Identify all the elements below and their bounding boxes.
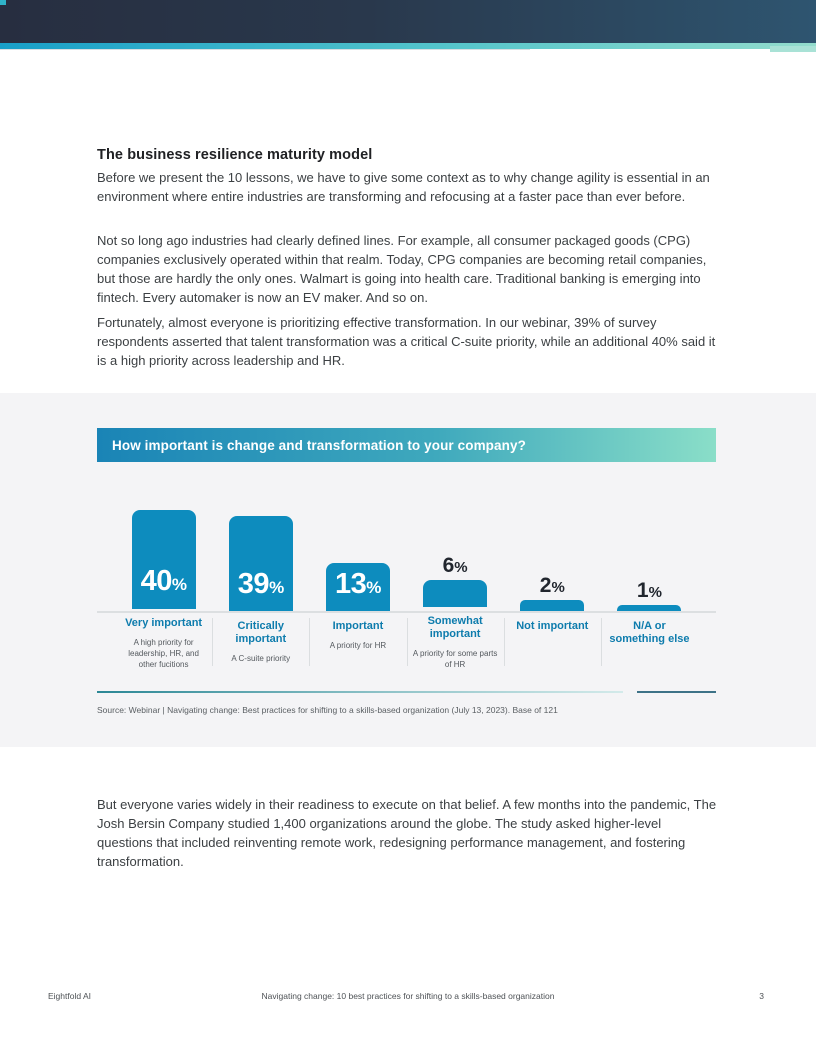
bar-column-na-something-else xyxy=(601,500,698,668)
category-title: Somewhat important xyxy=(427,615,483,641)
bar-zone xyxy=(504,500,601,612)
footer-brand: Eightfold AI xyxy=(48,991,92,1001)
header-underline xyxy=(0,49,530,50)
bar xyxy=(132,510,196,609)
header-corner-accent xyxy=(0,0,6,5)
bar-value-label: 39% xyxy=(237,568,284,600)
bar xyxy=(229,516,293,612)
bar-value-label: 6% xyxy=(442,554,468,578)
category-subtitle: A priority for HR xyxy=(329,641,387,650)
bar xyxy=(423,580,487,607)
category-labels xyxy=(407,607,504,668)
category-subtitle: A C-suite priority xyxy=(231,654,291,663)
bar-value-label: 13% xyxy=(334,568,381,600)
bar-zone xyxy=(309,500,406,612)
bar-column-not-important xyxy=(504,500,601,668)
bar-zone xyxy=(407,500,504,607)
bar-zone xyxy=(601,500,698,612)
category-title: Not important xyxy=(516,620,589,632)
category-title: Very important xyxy=(125,616,203,629)
bar-value-label: 1% xyxy=(636,579,662,602)
bar-column-very-important xyxy=(115,500,212,668)
chart-baseline xyxy=(97,611,716,613)
category-labels xyxy=(504,612,601,668)
category-labels xyxy=(309,612,406,668)
section-heading: The business resilience maturity model xyxy=(97,147,373,163)
bar-value-label: 2% xyxy=(539,574,565,597)
category-labels xyxy=(212,612,309,668)
bar-chart xyxy=(115,500,698,668)
bar-column-critically-important xyxy=(212,500,309,668)
category-subtitle: A high priority for leadership, HR, and other fucitions xyxy=(128,637,199,669)
paragraph: Fortunately, almost everyone is prioritizing effective transformation. In our webinar, 39% of survey respondents asserted that talent transformation was a critical C-suite priority, while an additional 40% said it is a high priority across leadership and HR. xyxy=(97,315,716,368)
chart-title: How important is change and transformation to your company? xyxy=(112,437,526,453)
category-labels xyxy=(601,612,698,668)
footer-page-number: 3 xyxy=(759,991,764,1001)
chart-title-banner xyxy=(97,428,716,462)
header-accent-stripe-right xyxy=(770,46,816,52)
bar-column-somewhat-important xyxy=(407,500,504,668)
category-title: Critically important xyxy=(235,620,287,645)
category-labels xyxy=(115,609,212,668)
footer-document-title: Navigating change: 10 best practices for shifting to a skills-based organization xyxy=(261,991,555,1001)
bar-value-label: 40% xyxy=(140,564,187,597)
bar-zone xyxy=(115,500,212,609)
paragraph: Before we present the 10 lessons, we have to give some context as to why change agility is essential in an environment where entire industries are transforming and refocusing at a faster pace than ever before. xyxy=(97,170,710,204)
bar-zone xyxy=(212,500,309,612)
bar xyxy=(326,563,390,612)
chart-bottom-rule-end xyxy=(637,691,716,693)
category-title: Important xyxy=(332,620,384,632)
chart-section xyxy=(0,393,816,747)
paragraph: But everyone varies widely in their readiness to execute on that belief. A few months into the pandemic, The Josh Bersin Company studied 1,400 organizations around the globe. The study asked higher-level questions that included reinventing remote work, redesigning performance management, and fostering transformation. xyxy=(97,797,717,869)
paragraph: Not so long ago industries had clearly defined lines. For example, all consumer packaged goods (CPG) companies exclusively operated within that realm. Today, CPG companies are becoming retail companies, but those are hardly the only ones. Walmart is going into health care. Traditional banking is emerging into fintech. Every automaker is now an EV maker. And so on. xyxy=(97,233,707,305)
category-subtitle: A priority for some parts of HR xyxy=(412,649,498,670)
category-title: N/A or something else xyxy=(609,620,690,645)
chart-source-note: Source: Webinar | Navigating change: Best practices for shifting to a skills-based organization (July 13, 2023). Base of 121 xyxy=(97,705,558,715)
header-band xyxy=(0,0,816,43)
bar-column-important xyxy=(309,500,406,668)
chart-bottom-rule xyxy=(97,691,623,693)
